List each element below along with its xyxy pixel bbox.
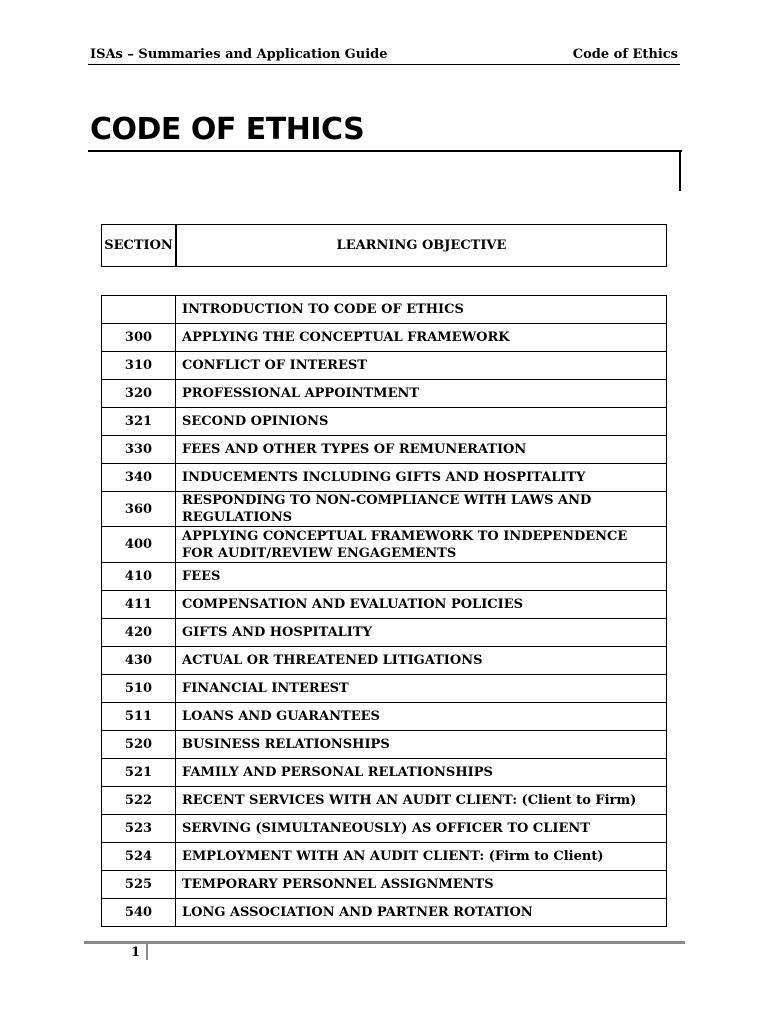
learning-objective: LOANS AND GUARANTEES (176, 703, 667, 731)
section-number: 400 (102, 527, 176, 563)
table-row (102, 380, 667, 408)
section-number: 411 (102, 591, 176, 619)
section-number: 410 (102, 563, 176, 591)
learning-objective: FEES AND OTHER TYPES OF REMUNERATION (176, 436, 667, 464)
running-header-left: ISAs – Summaries and Application Guide (90, 47, 388, 62)
title-rule-tick (679, 150, 681, 191)
table-row (102, 703, 667, 731)
table-row (102, 899, 667, 927)
section-number: 320 (102, 380, 176, 408)
table-row (102, 464, 667, 492)
page-number-bar (146, 944, 148, 960)
table-row (102, 296, 667, 324)
learning-objective: FINANCIAL INTEREST (176, 675, 667, 703)
table-row (102, 492, 667, 527)
section-number: 340 (102, 464, 176, 492)
learning-objective: COMPENSATION AND EVALUATION POLICIES (176, 591, 667, 619)
section-number: 310 (102, 352, 176, 380)
page-title: CODE OF ETHICS (90, 112, 365, 147)
page-number: 1 (131, 945, 141, 960)
section-number: 510 (102, 675, 176, 703)
learning-objective: TEMPORARY PERSONNEL ASSIGNMENTS (176, 871, 667, 899)
section-number (102, 296, 176, 324)
table-row (102, 647, 667, 675)
footer-rule (84, 941, 685, 944)
table-row (102, 527, 667, 563)
learning-objective: SECOND OPINIONS (176, 408, 667, 436)
learning-objective: SERVING (SIMULTANEOUSLY) AS OFFICER TO CLIENT (176, 815, 667, 843)
learning-objective: CONFLICT OF INTEREST (176, 352, 667, 380)
header-row (102, 225, 667, 267)
learning-objective: ACTUAL OR THREATENED LITIGATIONS (176, 647, 667, 675)
learning-objective: APPLYING CONCEPTUAL FRAMEWORK TO INDEPENDENCE FOR AUDIT/REVIEW ENGAGEMENTS (176, 527, 667, 563)
section-number: 524 (102, 843, 176, 871)
section-number: 511 (102, 703, 176, 731)
learning-objective: BUSINESS RELATIONSHIPS (176, 731, 667, 759)
table-row (102, 408, 667, 436)
objectives-table-body (102, 296, 667, 927)
learning-objective: EMPLOYMENT WITH AN AUDIT CLIENT: (Firm to Client) (176, 843, 667, 871)
table-row (102, 871, 667, 899)
table-row (102, 787, 667, 815)
table-row (102, 563, 667, 591)
section-number: 300 (102, 324, 176, 352)
section-number: 430 (102, 647, 176, 675)
learning-objective: LONG ASSOCIATION AND PARTNER ROTATION (176, 899, 667, 927)
table-row (102, 324, 667, 352)
running-header-right: Code of Ethics (572, 47, 678, 62)
objectives-header-table (101, 224, 667, 267)
section-number: 522 (102, 787, 176, 815)
learning-objective: RECENT SERVICES WITH AN AUDIT CLIENT: (Client to Firm) (176, 787, 667, 815)
section-number: 520 (102, 731, 176, 759)
table-row (102, 843, 667, 871)
section-number: 321 (102, 408, 176, 436)
table-row (102, 436, 667, 464)
section-number: 540 (102, 899, 176, 927)
section-number: 330 (102, 436, 176, 464)
objectives-table (101, 295, 667, 927)
section-number: 420 (102, 619, 176, 647)
learning-objective: FAMILY AND PERSONAL RELATIONSHIPS (176, 759, 667, 787)
table-row (102, 591, 667, 619)
learning-objective: INDUCEMENTS INCLUDING GIFTS AND HOSPITALITY (176, 464, 667, 492)
table-row (102, 352, 667, 380)
learning-objective: APPLYING THE CONCEPTUAL FRAMEWORK (176, 324, 667, 352)
header-rule (88, 64, 680, 65)
section-column-header: SECTION (102, 225, 177, 267)
objective-column-header: LEARNING OBJECTIVE (176, 225, 667, 267)
learning-objective: GIFTS AND HOSPITALITY (176, 619, 667, 647)
learning-objective: RESPONDING TO NON-COMPLIANCE WITH LAWS AND REGULATIONS (176, 492, 667, 527)
section-number: 523 (102, 815, 176, 843)
table-row (102, 815, 667, 843)
learning-objective: PROFESSIONAL APPOINTMENT (176, 380, 667, 408)
section-number: 521 (102, 759, 176, 787)
title-underline (88, 150, 682, 152)
section-number: 360 (102, 492, 176, 527)
table-row (102, 731, 667, 759)
table-row (102, 619, 667, 647)
table-row (102, 759, 667, 787)
learning-objective: FEES (176, 563, 667, 591)
learning-objective: INTRODUCTION TO CODE OF ETHICS (176, 296, 667, 324)
table-row (102, 675, 667, 703)
section-number: 525 (102, 871, 176, 899)
